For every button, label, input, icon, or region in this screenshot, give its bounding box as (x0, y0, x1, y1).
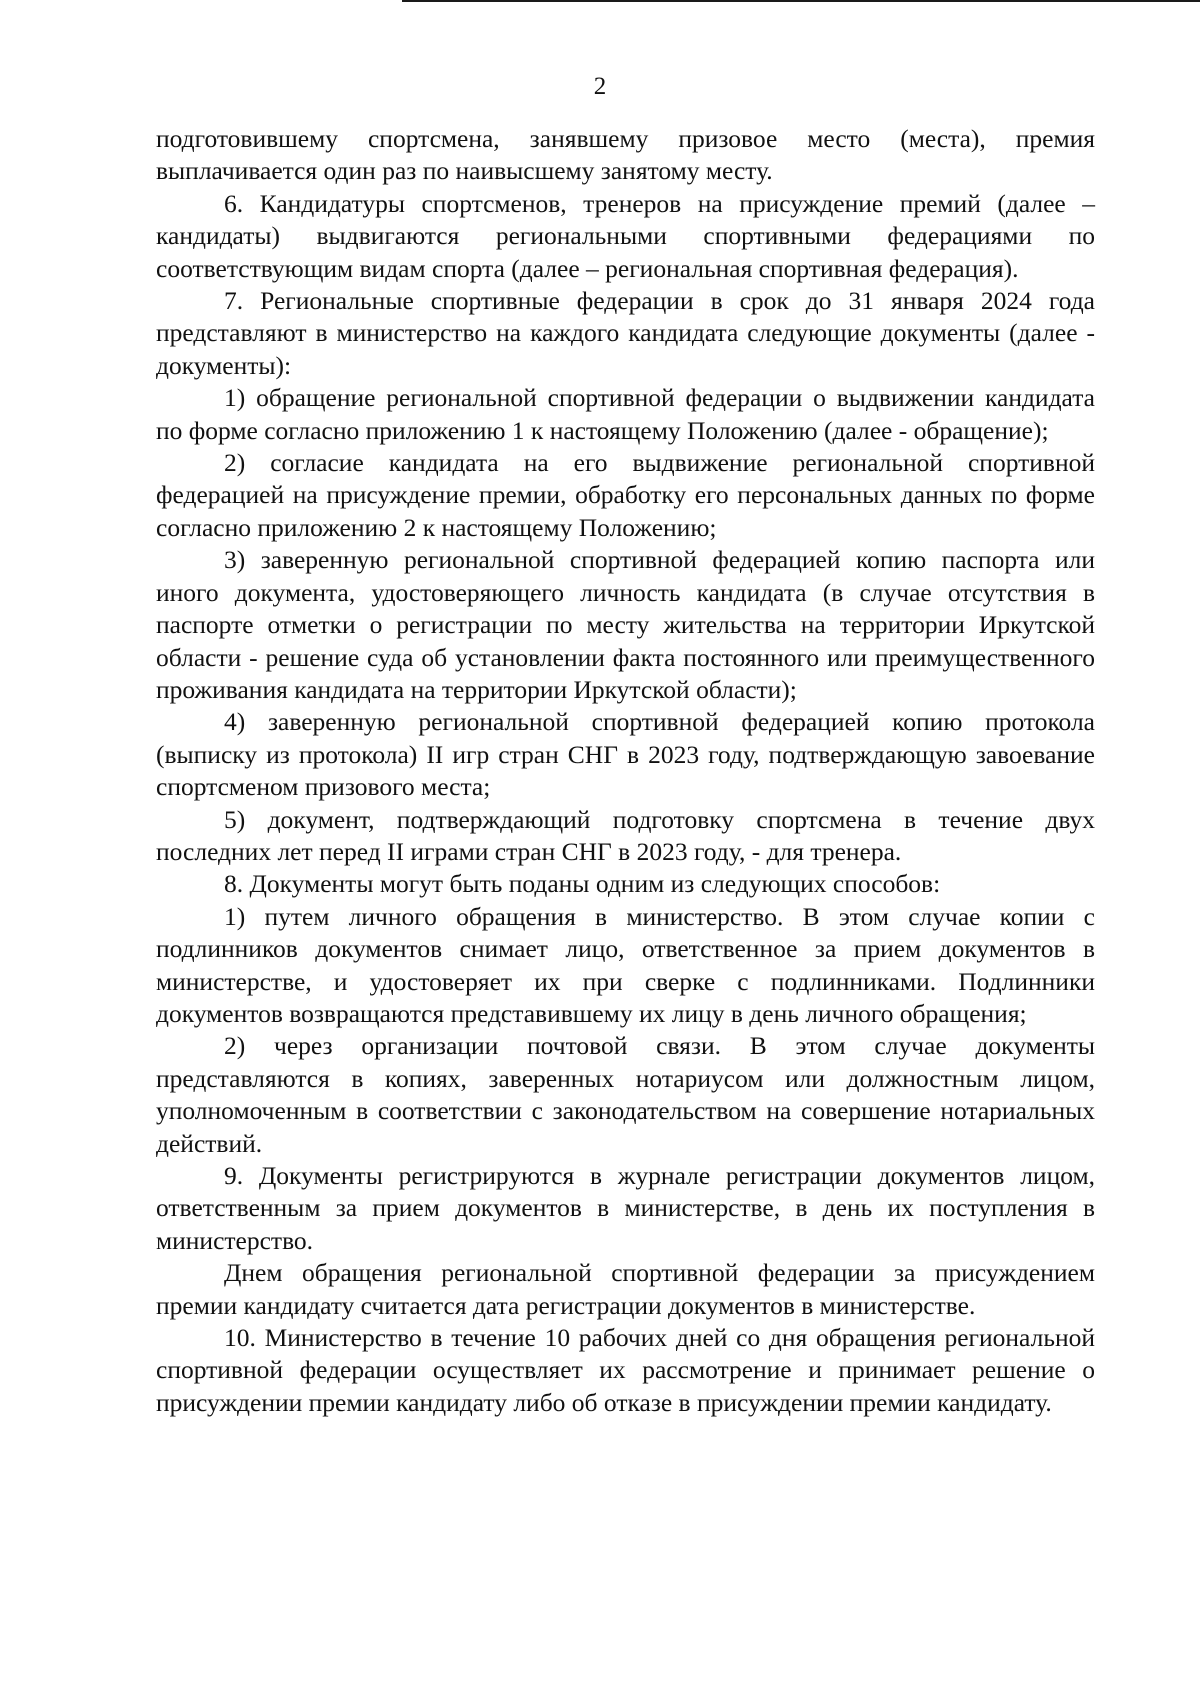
paragraph-7-item-5: 5) документ, подтверждающий подготовку спортсмена в течение двух последних лет перед II играми стран СНГ в 2023 году, - для тренера. (156, 804, 1095, 866)
paragraph-7-item-2: 2) согласие кандидата на его выдвижение региональной спортивной федерацией на присуждение премии, обработку его персональных данных по форме согласно приложению 2 к настоящему Положению; (156, 448, 1095, 542)
paragraph-7-item-4: 4) заверенную региональной спортивной федерацией копию протокола (выписку из протокола) II игр стран СНГ в 2023 году, подтверждающую завоевание спортсменом призового места; (156, 707, 1095, 802)
page-number: 2 (593, 73, 607, 100)
paragraph-10: 10. Министерство в течение 10 рабочих дней со дня обращения региональной спортивной федерации осуществляет их рассмотрение и принимает решение о присуждении премии кандидату либо об отказе в присуждении премии кандидату. (156, 1323, 1095, 1417)
paragraph-9-continuation: Днем обращения региональной спортивной федерации за присуждением премии кандидату считается дата регистрации документов в министерстве. (156, 1258, 1095, 1320)
paragraph-9: 9. Документы регистрируются в журнале регистрации документов лицом, ответственным за прием документов в министерстве, в день их поступления в министерство. (156, 1161, 1095, 1255)
paragraph-7-item-3: 3) заверенную региональной спортивной федерацией копию паспорта или иного документа, удостоверяющего личность кандидата (в случае отсутствия в паспорте отметки о регистрации по месту жительства на территории Иркутской области - решение суда об установлении факта постоянного или преимущественного проживания кандидата на территории Иркутской области); (156, 545, 1095, 704)
paragraph-continuation: подготовившему спортсмена, занявшему призовое место (места), премия выплачивается один раз по наивысшему занятому месту. (156, 124, 1095, 186)
paragraph-8: 8. Документы могут быть поданы одним из следующих способов: (224, 869, 941, 899)
document-body (156, 123, 1095, 1419)
paragraph-8-item-1: 1) путем личного обращения в министерство. В этом случае копии с подлинников документов снимает лицо, ответственное за прием документов в министерстве, и удостоверяет их при сверке с подлинниками. Подлинники документов возвращаются представившему их лицу в день личного обращения; (156, 901, 1095, 1028)
top-rule (402, 0, 1200, 2)
paragraph-8-item-2: 2) через организации почтовой связи. В этом случае документы представляются в копиях, заверенных нотариусом или должностным лицом, уполномоченным в соответствии с законодательством на совершение нотариальных действий. (156, 1031, 1095, 1158)
paragraph-7: 7. Региональные спортивные федерации в срок до 31 января 2024 года представляют в министерство на каждого кандидата следующие документы (далее - документы): (156, 286, 1095, 380)
paragraph-6: 6. Кандидатуры спортсменов, тренеров на присуждение премий (далее – кандидаты) выдвигаются региональными спортивными федерациями по соответствующим видам спорта (далее – региональная спортивная федерация). (156, 188, 1095, 283)
paragraph-7-item-1: 1) обращение региональной спортивной федерации о выдвижении кандидата по форме согласно приложению 1 к настоящему Положению (далее - обращение); (156, 383, 1095, 445)
